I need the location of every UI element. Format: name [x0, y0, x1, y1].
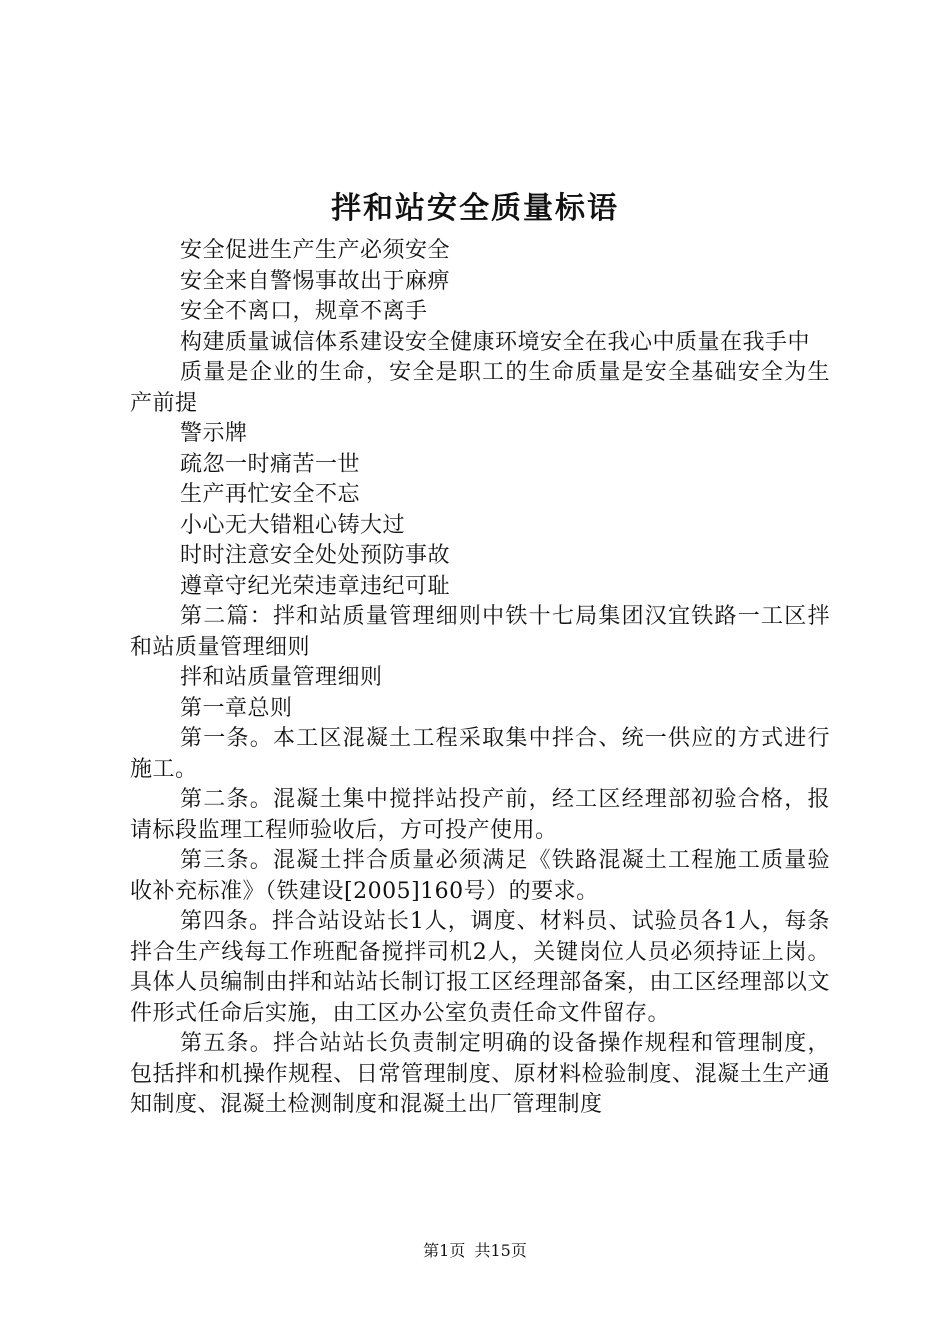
paragraph: 第四条。拌合站设站长1人，调度、材料员、试验员各1人，每条拌合生产线每工作班配备搅拌司机2人，关键岗位人员必须持证上岗。具体人员编制由拌和站站长制订报工区经理部备案，由工区经理部以文件形式任命后实施，由工区办公室负责任命文件留存。 — [130, 909, 830, 1026]
paragraph: 构建质量诚信体系建设安全健康环境安全在我心中质量在我手中 — [180, 329, 811, 355]
paragraph: 安全不离口，规章不离手 — [180, 299, 428, 324]
paragraph: 第一章总则 — [180, 695, 293, 721]
page-footer — [0, 1240, 950, 1262]
paragraph: 安全促进生产生产必须安全 — [180, 238, 451, 263]
paragraph: 第二条。混凝土集中搅拌站投产前，经工区经理部初验合格，报请标段监理工程师验收后，方可投产使用。 — [130, 787, 830, 843]
document-title: 拌和站安全质量标语 — [331, 191, 619, 226]
paragraph: 第五条。拌合站站长负责制定明确的设备操作规程和管理制度，包括拌和机操作规程、日常管理制度、原材料检验制度、混凝土生产通知制度、混凝土检测制度和混凝土出厂管理制度 — [130, 1031, 830, 1117]
paragraph: 小心无大错粗心铸大过 — [180, 512, 406, 538]
page-number: 第1页 — [423, 1241, 466, 1260]
paragraph: 第二篇：拌和站质量管理细则中铁十七局集团汉宜铁路一工区拌和站质量管理细则 — [130, 604, 830, 660]
paragraph: 遵章守纪光荣违章违纪可耻 — [180, 573, 451, 599]
paragraph: 第一条。本工区混凝土工程采取集中拌合、统一供应的方式进行施工。 — [130, 726, 830, 782]
document-body — [130, 236, 830, 1121]
paragraph: 时时注意安全处处预防事故 — [180, 543, 451, 568]
page-total: 共15页 — [474, 1241, 527, 1260]
paragraph: 警示牌 — [180, 421, 248, 446]
paragraph: 安全来自警惕事故出于麻痹 — [180, 268, 451, 294]
paragraph: 疏忽一时痛苦一世 — [180, 451, 361, 477]
paragraph: 生产再忙安全不忘 — [180, 482, 361, 507]
paragraph: 第三条。混凝土拌合质量必须满足《铁路混凝土工程施工质量验收补充标准》（铁建设[2005]160号）的要求。 — [130, 848, 830, 904]
paragraph: 质量是企业的生命，安全是职工的生命质量是安全基础安全为生产前提 — [130, 360, 830, 416]
paragraph: 拌和站质量管理细则 — [180, 665, 383, 690]
